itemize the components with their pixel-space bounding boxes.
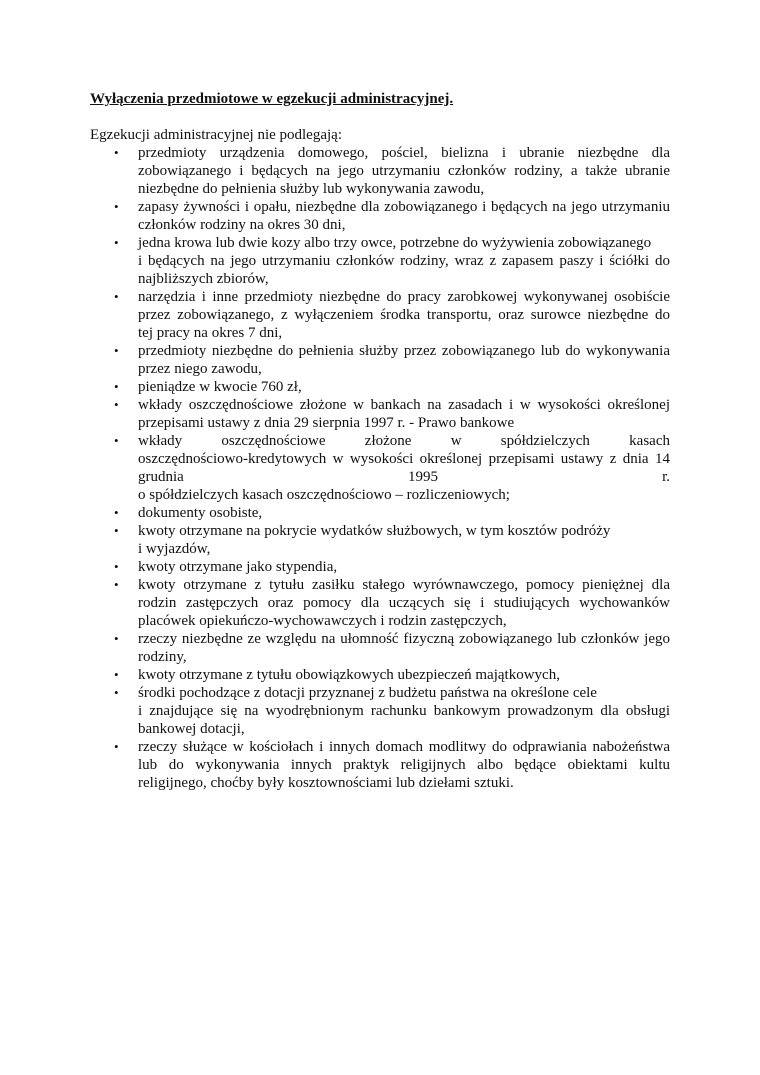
list-item (90, 144, 670, 198)
list-item (90, 630, 670, 666)
list-item (90, 198, 670, 234)
list-item-line: i znajdujące się na wyodrębnionym rachunku bankowym prowadzonym dla obsługi (138, 703, 670, 719)
list-item-line: kwoty otrzymane na pokrycie wydatków służbowych, w tym kosztów podróży (138, 523, 611, 539)
intro-text: Egzekucji administracyjnej nie podlegają: (90, 127, 342, 143)
list-item (90, 522, 670, 558)
list-item-line: zapasy żywności i opału, niezbędne dla zobowiązanego i będących na jego utrzymaniu (138, 199, 670, 215)
list-item (90, 738, 670, 792)
bullet-icon: • (114, 235, 119, 250)
bullet-icon: • (114, 739, 119, 754)
list-item-line: pieniądze w kwocie 760 zł, (138, 379, 302, 395)
bullet-icon: • (114, 667, 119, 682)
list-item-line: tej pracy na okres 7 dni, (138, 325, 283, 341)
list-item-line: przedmioty urządzenia domowego, pościel, bielizna i ubranie niezbędne dla (138, 145, 670, 161)
list-item (90, 396, 670, 432)
list-item-line: o spółdzielczych kasach oszczędnościowo – rozliczeniowych; (138, 487, 510, 503)
exemption-list (90, 144, 670, 792)
list-item-line: bankowej dotacji, (138, 721, 245, 737)
list-item-line: i wyjazdów, (138, 541, 211, 557)
bullet-icon: • (114, 433, 119, 448)
bullet-icon: • (114, 631, 119, 646)
list-item-line: zobowiązanego i będących na jego utrzymaniu członków rodziny, a także ubranie (138, 163, 670, 179)
list-item (90, 234, 670, 288)
list-item-line: rzeczy niezbędne ze względu na ułomność fizyczną zobowiązanego lub członków jego (138, 631, 670, 647)
document-title: Wyłączenia przedmiotowe w egzekucji administracyjnej. (90, 91, 454, 107)
list-item-line: przedmioty niezbędne do pełnienia służby przez zobowiązanego lub do wykonywania (138, 343, 670, 359)
list-item (90, 342, 670, 378)
bullet-icon: • (114, 559, 119, 574)
list-item (90, 558, 670, 576)
list-item-line: lub do wykonywania innych praktyk religijnych albo będące obiektami kultu (138, 757, 670, 773)
list-item-line: placówek opiekuńczo-wychowawczych i rodzin zastępczych, (138, 613, 507, 629)
list-item-line: środki pochodzące z dotacji przyznanej z budżetu państwa na określone cele (138, 685, 597, 701)
list-item-line: najbliższych zbiorów, (138, 271, 269, 287)
list-item-line: religijnego, choćby były kosztownościami lub dziełami sztuki. (138, 775, 514, 791)
list-item-line: kwoty otrzymane jako stypendia, (138, 559, 338, 575)
list-item (90, 378, 670, 396)
list-item-line: wkłady oszczędnościowe złożone w spółdzielczych kasach (138, 433, 670, 449)
list-item-line: kwoty otrzymane z tytułu obowiązkowych ubezpieczeń majątkowych, (138, 667, 560, 683)
bullet-icon: • (114, 577, 119, 592)
list-item-line: i będących na jego utrzymaniu członków rodziny, wraz z zapasem paszy i ściółki do (138, 253, 670, 269)
list-item (90, 432, 670, 504)
list-item-line: wkłady oszczędnościowe złożone w bankach na zasadach i w wysokości określonej (138, 397, 670, 413)
bullet-icon: • (114, 685, 119, 700)
list-item-line: jedna krowa lub dwie kozy albo trzy owce, potrzebne do wyżywienia zobowiązanego (138, 235, 652, 251)
list-item (90, 684, 670, 738)
list-item-line: kwoty otrzymane z tytułu zasiłku stałego wyrównawczego, pomocy pieniężnej dla (138, 577, 670, 593)
list-item-line: rodziny, (138, 649, 187, 665)
list-item-line: rzeczy służące w kościołach i innych domach modlitwy do odprawiania nabożeństwa (138, 739, 670, 755)
list-item-line: przez niego zawodu, (138, 361, 262, 377)
bullet-icon: • (114, 343, 119, 358)
bullet-icon: • (114, 289, 119, 304)
list-item (90, 666, 670, 684)
list-item-line: grudnia 1995 r. (138, 469, 670, 485)
bullet-icon: • (114, 379, 119, 394)
list-item-line: przepisami ustawy z dnia 29 sierpnia 1997 r. - Prawo bankowe (138, 415, 515, 431)
list-item-line: członków rodziny na okres 30 dni, (138, 217, 346, 233)
list-item-line: rodzin zastępczych oraz pomocy dla uczących się i studiujących wychowanków (138, 595, 670, 611)
bullet-icon: • (114, 199, 119, 214)
bullet-icon: • (114, 397, 119, 412)
list-item (90, 504, 670, 522)
list-item-line: dokumenty osobiste, (138, 505, 263, 521)
list-item-line: narzędzia i inne przedmioty niezbędne do pracy zarobkowej wykonywanej osobiście (138, 289, 670, 305)
bullet-icon: • (114, 505, 119, 520)
list-item (90, 576, 670, 630)
list-item (90, 288, 670, 342)
list-item-line: niezbędne do pełnienia służby lub wykonywania zawodu, (138, 181, 485, 197)
bullet-icon: • (114, 145, 119, 160)
list-item-line: oszczędnościowo-kredytowych w wysokości określonej przepisami ustawy z dnia 14 (138, 451, 670, 467)
list-item-line: przez zobowiązanego, z wyłączeniem środka transportu, oraz surowce niezbędne do (138, 307, 670, 323)
bullet-icon: • (114, 523, 119, 538)
